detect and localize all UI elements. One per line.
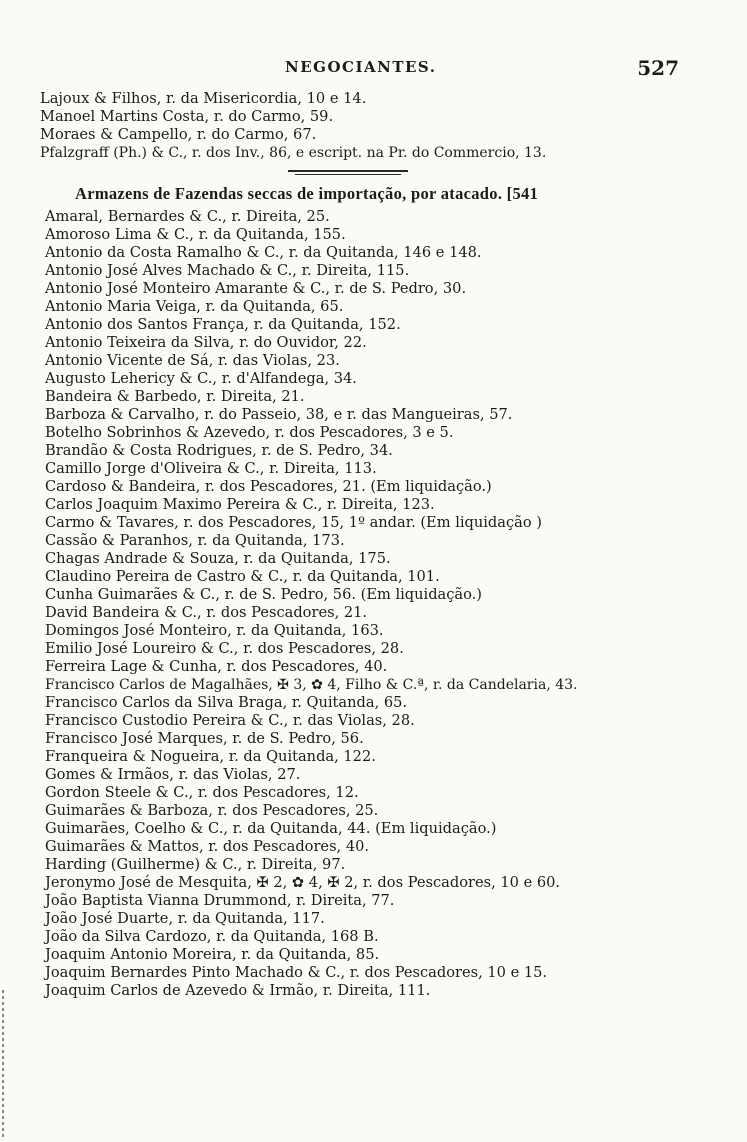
list-item: Bandeira & Barbedo, r. Direita, 21. [45, 388, 305, 405]
list-item: Barboza & Carvalho, r. do Passeio, 38, e r. das Mangueiras, 57. [45, 406, 513, 423]
list-item: Camillo Jorge d'Oliveira & C., r. Direita, 113. [45, 460, 377, 477]
list-item: Chagas Andrade & Souza, r. da Quitanda, 175. [45, 550, 391, 567]
list-item: Antonio dos Santos França, r. da Quitanda, 152. [45, 316, 401, 333]
list-item: Antonio José Alves Machado & C., r. Direita, 115. [45, 262, 410, 279]
list-item: Francisco José Marques, r. de S. Pedro, 56. [45, 730, 364, 747]
directory-entry: Moraes & Campello, r. do Carmo, 67. [40, 126, 317, 143]
page-header [0, 58, 747, 80]
list-item: Amoroso Lima & C., r. da Quitanda, 155. [45, 226, 346, 243]
list-item: Guimarães & Mattos, r. dos Pescadores, 40. [45, 838, 370, 855]
list-item: Franqueira & Nogueira, r. da Quitanda, 122. [45, 748, 376, 765]
list-item: Francisco Carlos de Magalhães, ✠ 3, ✿ 4, Filho & C.ª, r. da Candelaria, 43. [45, 677, 578, 693]
list-item: Ferreira Lage & Cunha, r. dos Pescadores, 40. [45, 658, 388, 675]
list-item: Guimarães & Barboza, r. dos Pescadores, 25. [45, 802, 379, 819]
list-item: Amaral, Bernardes & C., r. Direita, 25. [45, 208, 330, 225]
list-item: Gomes & Irmãos, r. das Violas, 27. [45, 766, 301, 783]
list-item: Harding (Guilherme) & C., r. Direita, 97. [45, 856, 346, 873]
list-item: Joaquim Bernardes Pinto Machado & C., r. dos Pescadores, 10 e 15. [45, 964, 548, 981]
section-divider-thin [295, 174, 401, 175]
page-number: 527 [637, 56, 679, 80]
list-item: Domingos José Monteiro, r. da Quitanda, 163. [45, 622, 384, 639]
list-item: João José Duarte, r. da Quitanda, 117. [45, 910, 325, 927]
list-item: Antonio da Costa Ramalho & C., r. da Quitanda, 146 e 148. [45, 244, 482, 261]
list-item: Emilio José Loureiro & C., r. dos Pescadores, 28. [45, 640, 404, 657]
running-title: NEGOCIANTES. [285, 58, 437, 76]
list-item: Carmo & Tavares, r. dos Pescadores, 15, 1º andar. (Em liquidação ) [45, 514, 542, 531]
list-item: Cardoso & Bandeira, r. dos Pescadores, 21. (Em liquidação.) [45, 478, 492, 495]
list-item: Gordon Steele & C., r. dos Pescadores, 12. [45, 784, 359, 801]
list-item: Augusto Lehericy & C., r. d'Alfandega, 34. [45, 370, 357, 387]
list-item: João Baptista Vianna Drummond, r. Direita, 77. [45, 892, 395, 909]
list-item: Antonio Teixeira da Silva, r. do Ouvidor, 22. [45, 334, 367, 351]
list-item: Claudino Pereira de Castro & C., r. da Quitanda, 101. [45, 568, 440, 585]
list-item: Antonio José Monteiro Amarante & C., r. de S. Pedro, 30. [45, 280, 467, 297]
list-item: Jeronymo José de Mesquita, ✠ 2, ✿ 4, ✠ 2, r. dos Pescadores, 10 e 60. [45, 874, 561, 891]
list-item: Carlos Joaquim Maximo Pereira & C., r. Direita, 123. [45, 496, 435, 513]
list-item: Francisco Custodio Pereira & C., r. das Violas, 28. [45, 712, 415, 729]
list-item: João da Silva Cardozo, r. da Quitanda, 168 B. [45, 928, 379, 945]
list-item: Joaquim Carlos de Azevedo & Irmão, r. Direita, 111. [45, 982, 431, 999]
list-item: David Bandeira & C., r. dos Pescadores, 21. [45, 604, 368, 621]
list-item: Cunha Guimarães & C., r. de S. Pedro, 56. (Em liquidação.) [45, 586, 482, 603]
directory-entry: Lajoux & Filhos, r. da Misericordia, 10 e 14. [40, 90, 367, 107]
list-item: Francisco Carlos da Silva Braga, r. Quitanda, 65. [45, 694, 408, 711]
list-item: Botelho Sobrinhos & Azevedo, r. dos Pescadores, 3 e 5. [45, 424, 454, 441]
section-divider [288, 170, 408, 172]
list-item: Brandão & Costa Rodrigues, r. de S. Pedro, 34. [45, 442, 393, 459]
directory-entry: Manoel Martins Costa, r. do Carmo, 59. [40, 108, 334, 125]
list-item: Guimarães, Coelho & C., r. da Quitanda, 44. (Em liquidação.) [45, 820, 497, 837]
directory-entry: Pfalzgraff (Ph.) & C., r. dos Inv., 86, e escript. na Pr. do Commercio, 13. [40, 145, 547, 161]
list-item: Antonio Vicente de Sá, r. das Violas, 23. [45, 352, 340, 369]
list-item: Antonio Maria Veiga, r. da Quitanda, 65. [45, 298, 344, 315]
section-heading: Armazens de Fazendas seccas de importação, por atacado. [541 [75, 184, 539, 203]
list-item: Joaquim Antonio Moreira, r. da Quitanda, 85. [45, 946, 380, 963]
list-item: Cassão & Paranhos, r. da Quitanda, 173. [45, 532, 345, 549]
margin-scan-artifact [2, 990, 4, 1140]
